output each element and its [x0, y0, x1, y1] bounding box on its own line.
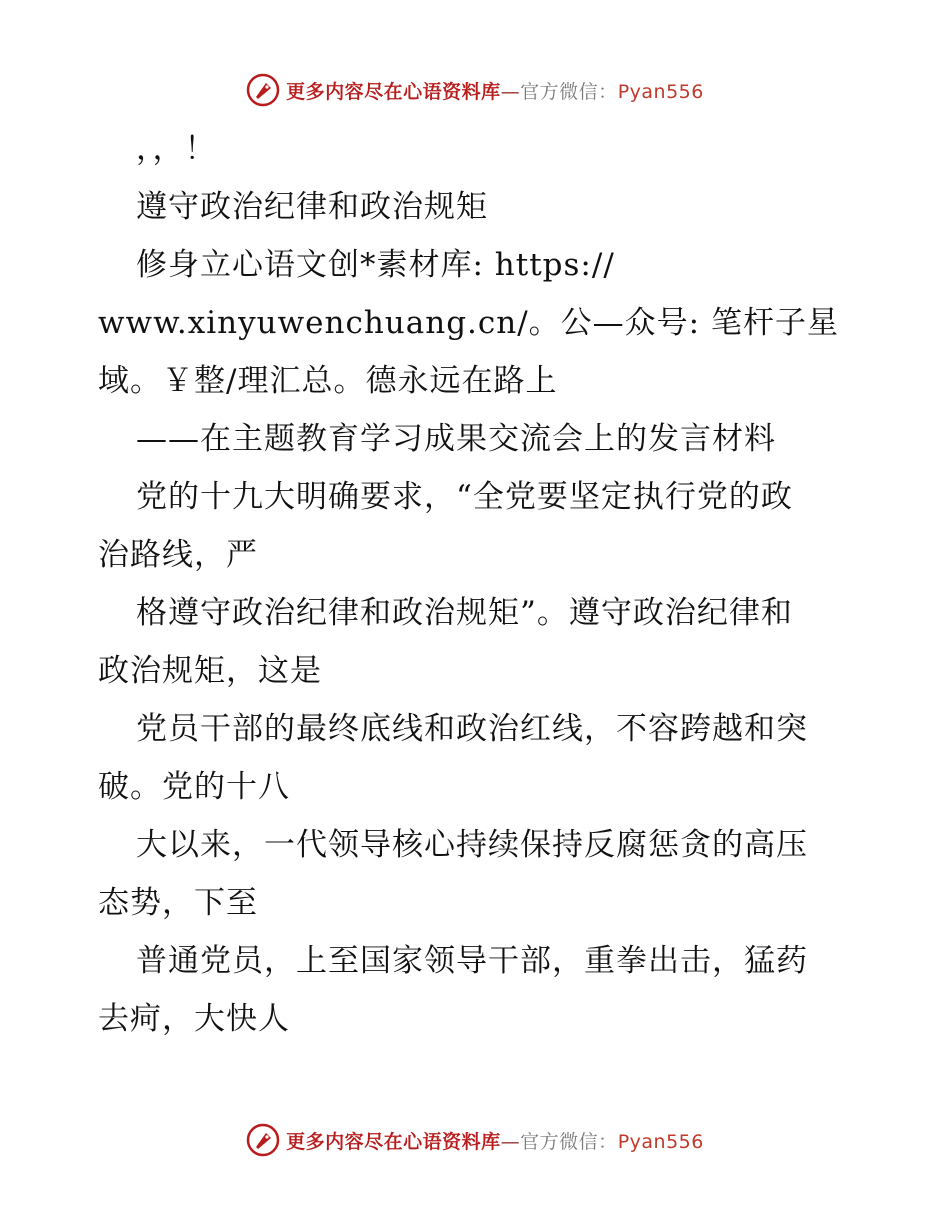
text-line: 态势，下至 [98, 885, 258, 921]
text-line: 破。党的十八 [98, 769, 290, 805]
text-line: 修身立心语文创*素材库: https:// [136, 247, 615, 283]
banner-text [286, 77, 704, 104]
banner-wechat-id: Pyan556 [617, 1130, 704, 1153]
footer-banner [0, 1120, 950, 1160]
text-line: 大以来，一代领导核心持续保持反腐惩贪的高压 [136, 827, 808, 863]
text-line: 去疴，大快人 [98, 1001, 290, 1037]
text-line: ，，！ [136, 131, 217, 167]
banner-main-text: 更多内容尽在心语资料库 [286, 1130, 501, 1153]
text-line: 政治规矩，这是 [98, 653, 322, 689]
text-line: 普通党员，上至国家领导干部，重拳出击，猛药 [136, 943, 808, 979]
text-line: ——在主题教育学习成果交流会上的发言材料 [136, 421, 776, 457]
pen-nib-icon [246, 1123, 280, 1157]
banner-main-text: 更多内容尽在心语资料库 [286, 80, 501, 103]
text-line: 治路线，严 [98, 537, 258, 573]
banner-sub-text: 官方微信： [520, 80, 618, 103]
banner-text [286, 1127, 704, 1154]
text-line: 遵守政治纪律和政治规矩 [136, 189, 488, 225]
banner-sub-text: 官方微信： [520, 1130, 618, 1153]
header-banner [0, 70, 950, 110]
text-line: 格遵守政治纪律和政治规矩”。遵守政治纪律和 [136, 595, 793, 631]
pen-nib-icon [246, 73, 280, 107]
document-body [98, 120, 858, 1048]
text-line: www.xinyuwenchuang.cn/。公—众号: 笔杆子星 [98, 305, 839, 341]
banner-wechat-id: Pyan556 [617, 80, 704, 103]
banner-dash: — [500, 80, 521, 103]
text-line: 党员干部的最终底线和政治红线，不容跨越和突 [136, 711, 808, 747]
text-line: 党的十九大明确要求，“全党要坚定执行党的政 [136, 479, 793, 515]
banner-dash: — [500, 1130, 521, 1153]
text-line: 域。￥整/理汇总。德永远在路上 [98, 363, 558, 399]
